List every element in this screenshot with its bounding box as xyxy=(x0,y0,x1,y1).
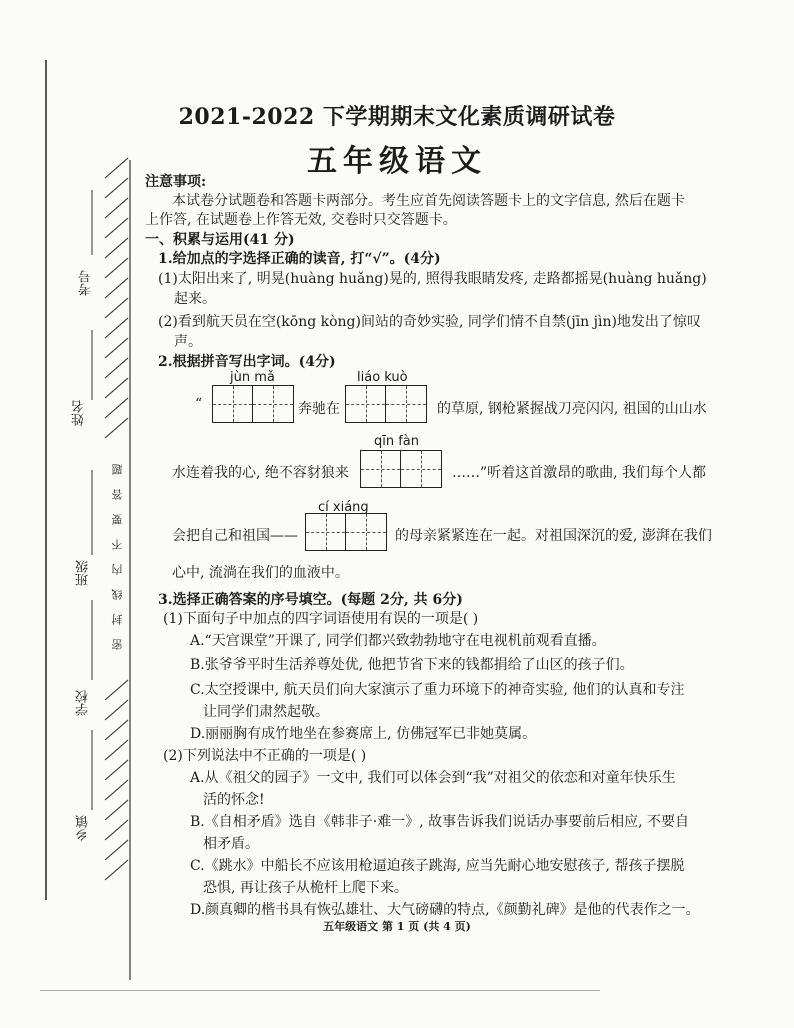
option-a: A.“天宫课堂”开课了, 同学们都兴致勃勃地守在电视机前观看直播。 xyxy=(190,633,606,649)
xuexiao-label: 学校 xyxy=(76,690,91,716)
question-stem: 1.给加点的字选择正确的读音, 打“√”。(4分) xyxy=(158,251,441,267)
option-d: D.颜真卿的楷书具有恢弘雄壮、大气磅礴的特点,《颜勤礼碑》是他的代表作之一。 xyxy=(190,902,700,918)
sub-question-stem: (2)下列说法中不正确的一项是( ) xyxy=(163,748,367,764)
question-item: 声。 xyxy=(174,334,202,350)
option-c: C.太空授课中, 航天员们向大家演示了重力环境下的神奇实验, 他们的认真和专注 xyxy=(190,682,685,698)
bottom-scan-line xyxy=(40,990,600,991)
answer-box-4[interactable] xyxy=(305,513,387,551)
notice-heading: 注意事项: xyxy=(145,174,207,190)
section-heading: 一、积累与运用(41 分) xyxy=(145,232,295,248)
question-stem: 3.选择正确答案的序号填空。(每题 2分, 共 6分) xyxy=(158,592,463,608)
option-a-cont: 活的怀念! xyxy=(203,792,265,808)
option-b: B.张爷爷平时生活养尊处优, 他把节省下来的钱都捐给了山区的孩子们。 xyxy=(190,657,634,673)
question-item: (1)太阳出来了, 明晃(huàng huǎng)晃的, 照得我眼睛发疼, 走路都摇晃(huàng huǎng) xyxy=(158,271,707,287)
notice-line: 本试卷分试题卷和答题卡两部分。考生应首先阅读答题卡上的文字信息, 然后在题卡 xyxy=(172,193,685,209)
option-b-cont: 相矛盾。 xyxy=(203,836,259,852)
xiangzhen-label: 乡镇 xyxy=(76,815,91,841)
pinyin-label: cí xiáng xyxy=(318,500,369,515)
question-item: 起来。 xyxy=(174,291,216,307)
answer-cell[interactable] xyxy=(346,514,386,550)
notice-line: 上作答, 在试题卷上作答无效, 交卷时只交答题卡。 xyxy=(145,212,457,228)
answer-cell[interactable] xyxy=(386,386,426,422)
question-stem: 2.根据拼音写出字词。(4分) xyxy=(158,354,336,370)
exam-title: 2021-2022 下学期期末文化素质调研试卷 xyxy=(178,104,616,130)
kaohao-label: 考号 xyxy=(79,270,94,296)
answer-box-2[interactable] xyxy=(345,385,427,423)
answer-cell[interactable] xyxy=(361,451,401,487)
pinyin-label: jùn mǎ xyxy=(230,370,275,385)
answer-box-1[interactable] xyxy=(212,385,294,423)
option-c-cont: 恐惧, 再让孩子从桅杆上爬下来。 xyxy=(203,880,408,896)
open-quote: “ xyxy=(195,396,203,412)
option-c: C.《跳水》中船长不应该用枪逼迫孩子跳海, 应当先耐心地安慰孩子, 帮孩子摆脱 xyxy=(190,858,685,874)
answer-box-3[interactable] xyxy=(360,450,442,488)
answer-cell[interactable] xyxy=(306,514,346,550)
answer-cell[interactable] xyxy=(346,386,386,422)
exam-subtitle: 五年级语文 xyxy=(307,144,487,179)
pinyin-label: liáo kuò xyxy=(357,370,408,385)
banji-label: 班级 xyxy=(76,560,91,586)
option-a: A.从《祖父的园子》一文中, 我们可以体会到“我”对祖父的依恋和对童年快乐生 xyxy=(190,770,676,786)
question-item: (2)看到航天员在空(kōng kòng)间站的奇妙实验, 同学们情不自禁(jīn jìn)地发出了惊叹 xyxy=(158,314,701,330)
seal-warning: 密封线内不要答题 xyxy=(111,450,124,650)
passage-text: 的母亲紧紧连在一起。对祖国深沉的爱, 澎湃在我们 xyxy=(395,528,712,544)
passage-text: 会把自己和祖国—— xyxy=(172,528,298,544)
option-d: D.丽丽胸有成竹地坐在参赛席上, 仿佛冠军已非她莫属。 xyxy=(190,726,537,742)
page-footer: 五年级语文 第 1 页 (共 4 页) xyxy=(323,920,471,933)
answer-cell[interactable] xyxy=(253,386,293,422)
pinyin-label: qīn fàn xyxy=(374,434,420,449)
passage-text: 心中, 流淌在我们的血液中。 xyxy=(172,565,349,581)
passage-text: 奔驰在 xyxy=(298,401,340,417)
passage-text: 的草原, 钢枪紧握战刀亮闪闪, 祖国的山山水 xyxy=(437,401,707,417)
xingming-label: 姓名 xyxy=(72,400,87,426)
passage-text: ……”听着这首激昂的歌曲, 我们每个人都 xyxy=(452,465,707,481)
option-b: B.《自相矛盾》选自《韩非子·难一》, 故事告诉我们说话办事要前后相应, 不要自 xyxy=(190,814,689,830)
answer-cell[interactable] xyxy=(401,451,441,487)
answer-cell[interactable] xyxy=(213,386,253,422)
option-c-cont: 让同学们肃然起敬。 xyxy=(203,704,329,720)
passage-text: 水连着我的心, 绝不容豺狼来 xyxy=(172,465,349,481)
sub-question-stem: (1)下面句子中加点的四字词语使用有误的一项是( ) xyxy=(163,611,479,627)
